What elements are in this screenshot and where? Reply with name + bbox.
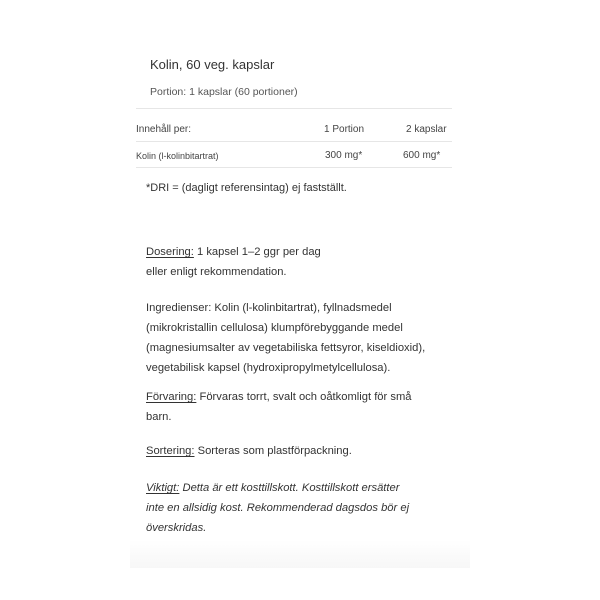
important-section bbox=[146, 478, 466, 538]
important-text-3: överskridas. bbox=[146, 522, 207, 534]
table-header-content: Innehåll per: bbox=[136, 124, 192, 135]
important-text-1: Detta är ett kosttillskott. Kosttillskott ersätter bbox=[179, 482, 400, 494]
table-cell-portion-amount: 300 mg* bbox=[325, 150, 363, 161]
table-cell-capsules-amount: 600 mg* bbox=[403, 150, 441, 161]
product-title: Kolin, 60 veg. kapslar bbox=[150, 57, 275, 72]
table-header-portion: 1 Portion bbox=[324, 124, 365, 135]
table-bottom-divider bbox=[136, 167, 452, 168]
dosage-text-2: eller enligt rekommendation. bbox=[146, 266, 287, 278]
ingredients-line-2: (mikrokristallin cellulosa) klumpförebyggande medel bbox=[146, 322, 403, 334]
storage-text-1: Förvaras torrt, svalt och oåtkomligt för små bbox=[196, 391, 412, 403]
portion-info: Portion: 1 kapslar (60 portioner) bbox=[150, 86, 298, 98]
storage-text-2: barn. bbox=[146, 411, 172, 423]
important-label: Viktigt: bbox=[146, 482, 180, 494]
table-row-divider bbox=[136, 141, 452, 142]
dosage-label: Dosering: bbox=[146, 246, 194, 258]
storage-label: Förvaring: bbox=[146, 391, 197, 403]
important-text-2: inte en allsidig kost. Rekommenderad dagsdos bör ej bbox=[146, 502, 410, 514]
sorting-label: Sortering: bbox=[146, 445, 195, 457]
dosage-section bbox=[146, 242, 466, 282]
table-cell-ingredient: Kolin (l-kolinbitartrat) bbox=[136, 151, 219, 161]
divider-top bbox=[136, 108, 452, 109]
ingredients-line-4: vegetabilisk kapsel (hydroxipropylmetylcellulosa). bbox=[146, 362, 391, 374]
sorting-section bbox=[146, 441, 466, 461]
dosage-text-1: 1 kapsel 1–2 ggr per dag bbox=[193, 246, 321, 258]
ingredients-line-1: Ingredienser: Kolin (l-kolinbitartrat), fyllnadsmedel bbox=[146, 302, 392, 314]
ingredients-line-3: (magnesiumsalter av vegetabiliska fettsyror, kiseldioxid), bbox=[146, 342, 426, 354]
sorting-text: Sorteras som plastförpackning. bbox=[194, 445, 352, 457]
panel-bottom-fade bbox=[130, 540, 470, 568]
table-header-capsules: 2 kapslar bbox=[406, 124, 447, 135]
storage-section bbox=[146, 387, 466, 427]
dri-note: *DRI = (dagligt referensintag) ej fastställt. bbox=[146, 182, 347, 194]
ingredients-section bbox=[146, 298, 466, 378]
